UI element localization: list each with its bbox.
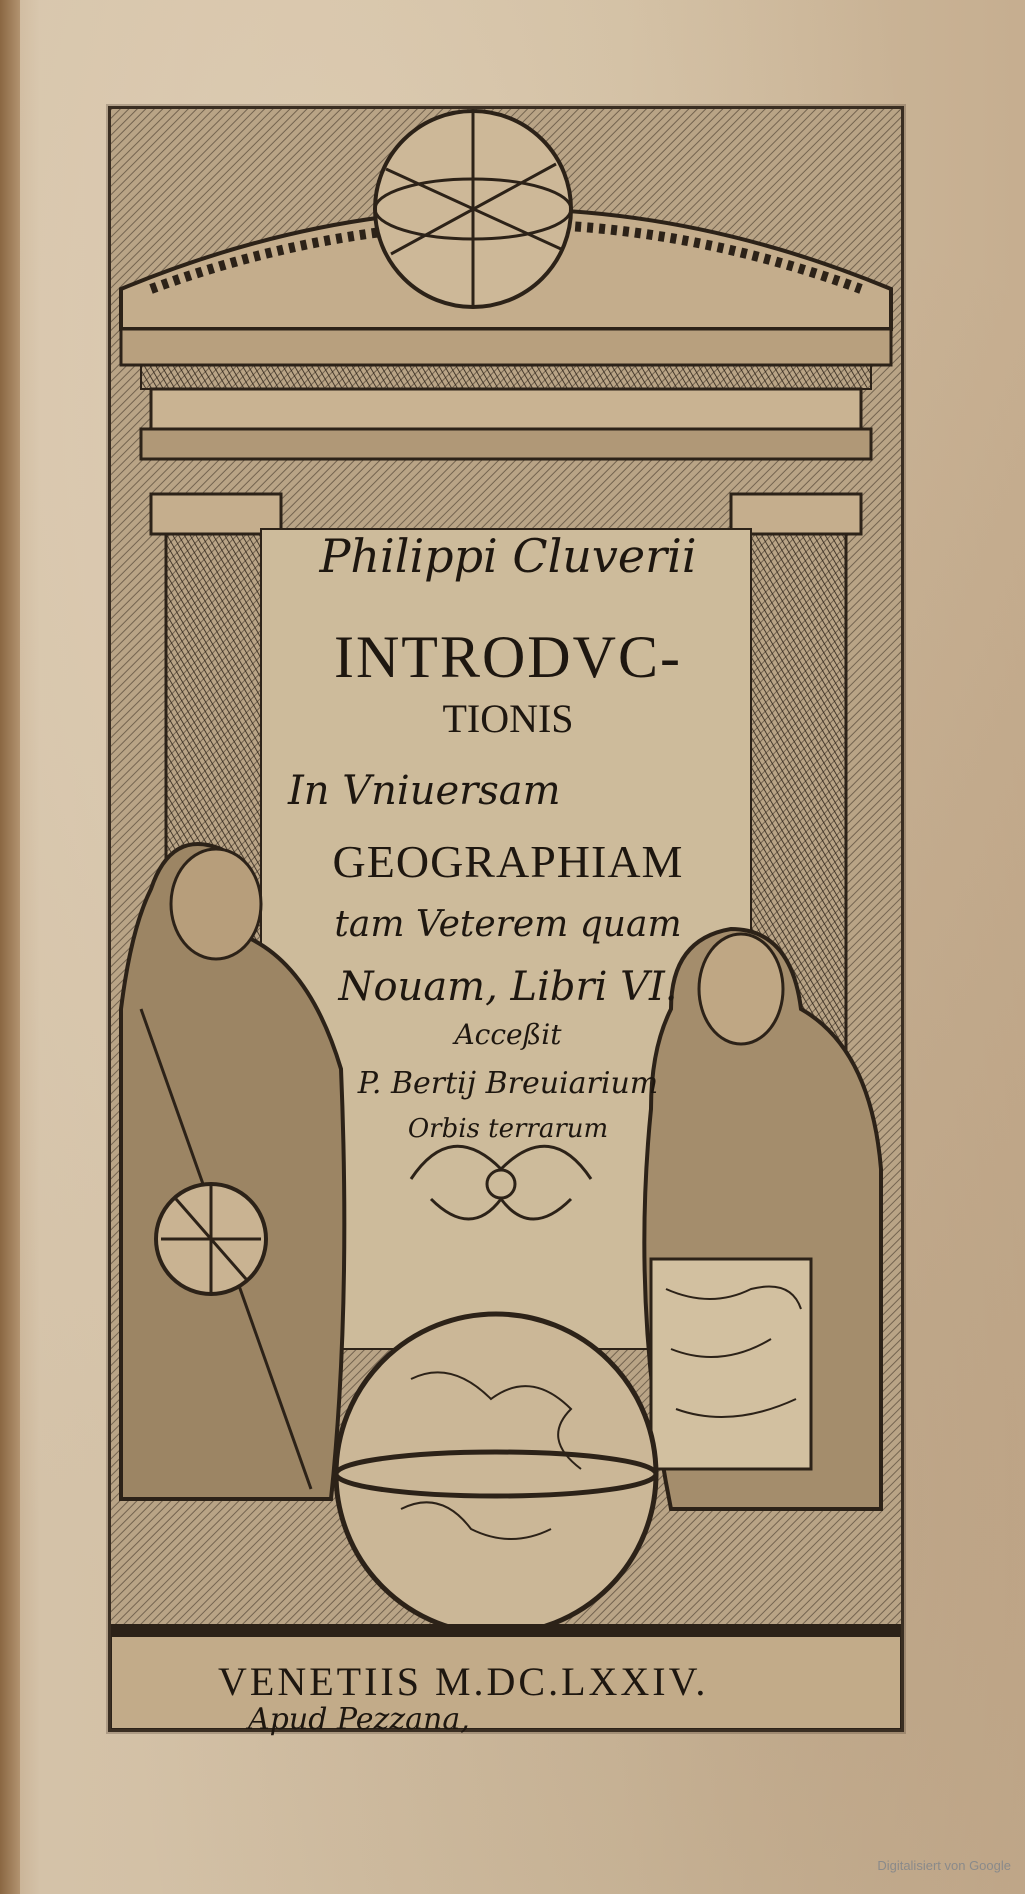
author-name: Philippi Cluverii [319, 529, 697, 583]
page-edge [0, 0, 20, 1894]
title-line-3: In Vniuersam [288, 768, 561, 814]
title-line-6: Nouam, Libri VI. [338, 964, 678, 1010]
cornice [121, 329, 891, 365]
title-line-4: GEOGRAPHIAM [332, 836, 684, 887]
addition-line-3: Orbis terrarum [407, 1114, 609, 1144]
title-line-1: INTRODVC- [334, 624, 682, 690]
digitization-credit: Digitalisiert von Google [877, 1858, 1011, 1873]
terrestrial-globe [336, 1314, 656, 1634]
addition-line-1: Acceßit [454, 1018, 562, 1051]
celestial-sphere [375, 111, 571, 307]
addition-line-2: P. Bertij Breuiarium [357, 1066, 659, 1101]
title-line-2: TIONIS [442, 696, 574, 741]
imprint-place-date: VENETIIS M.DC.LXXIV. [218, 1659, 709, 1704]
title-line-5: tam Veterem quam [334, 904, 682, 945]
imprint-publisher: Apud Pezzana, [248, 1702, 470, 1737]
